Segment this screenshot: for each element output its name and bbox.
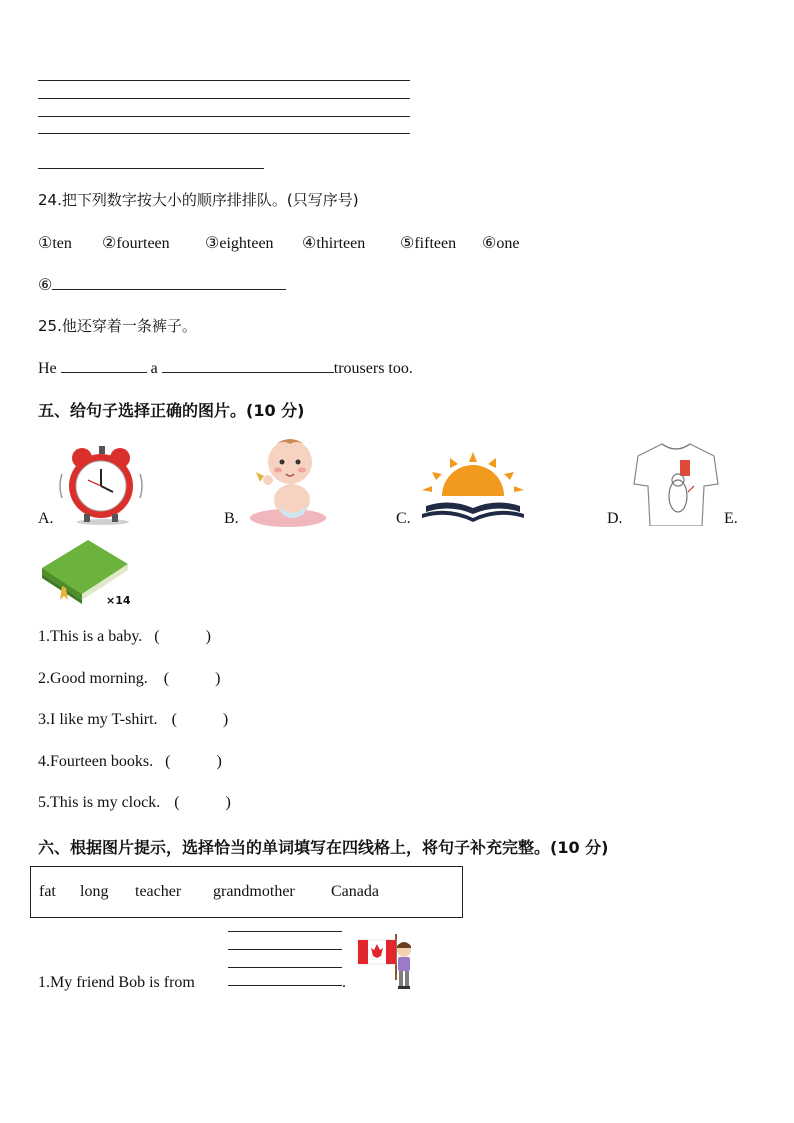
section5-heading: 五、给句子选择正确的图片。(10 分) <box>38 401 305 420</box>
answer-marker-label: ⑥ <box>38 277 53 294</box>
question-24: 24.把下列数字按大小的顺序排排队。(只写序号) <box>38 191 359 209</box>
option-thirteen: ④thirteen <box>302 235 366 252</box>
word-bank-box <box>30 866 463 918</box>
section5-item-2 <box>38 670 220 688</box>
section6-q1-text: 1.My friend Bob is from <box>38 974 195 991</box>
word-canada: Canada <box>331 883 379 900</box>
item-text: 1.This is a baby. <box>38 628 143 645</box>
item-text: 4.Fourteen books. <box>38 753 154 770</box>
four-line-grid-line <box>228 967 342 968</box>
paren-close: ) <box>222 711 229 728</box>
writing-line <box>38 98 410 99</box>
question-25: 25.他还穿着一条裤子。 <box>38 317 197 335</box>
option-eighteen: ③eighteen <box>205 235 274 252</box>
word-grandmother: grandmother <box>213 883 295 900</box>
word-long: long <box>80 883 109 900</box>
section6-heading: 六、根据图片提示，选择恰当的单词填写在四线格上，将句子补充完整。(10 分) <box>38 838 609 857</box>
four-line-grid-line <box>228 949 342 950</box>
section5-item-4 <box>38 753 222 771</box>
writing-line <box>38 133 410 134</box>
answer-blank[interactable] <box>52 274 286 290</box>
option-fifteen: ⑤fifteen <box>400 235 457 252</box>
item-text: 5.This is my clock. <box>38 794 161 811</box>
option-fourteen: ②fourteen <box>102 235 170 252</box>
book-count-label: ×14 <box>106 594 131 607</box>
option-one: ⑥one <box>482 235 520 252</box>
answer-marker <box>38 274 286 295</box>
alarm-clock-image <box>58 444 144 526</box>
writing-line <box>38 116 410 117</box>
q25-part1: He <box>38 360 57 377</box>
paren-open: ( <box>165 753 171 770</box>
q25-part3: trousers too. <box>333 360 413 377</box>
paren-open: ( <box>154 628 160 645</box>
answer-line <box>38 168 264 169</box>
t-shirt-image <box>632 440 720 526</box>
label-c: C. <box>396 510 411 527</box>
paren-close: ) <box>216 753 222 770</box>
word-teacher: teacher <box>135 883 182 900</box>
paren-close: ) <box>205 628 211 645</box>
section6-q1-period: . <box>342 974 346 991</box>
sunrise-book-image <box>420 452 526 526</box>
label-d: D. <box>607 510 623 527</box>
section5-item-5 <box>38 794 231 812</box>
item-text: 3.I like my T-shirt. <box>38 711 158 728</box>
paren-open: ( <box>174 794 180 811</box>
word-fat: fat <box>39 883 56 900</box>
section5-item-1 <box>38 628 211 646</box>
option-ten: ①ten <box>38 235 72 252</box>
q25-blank-1[interactable] <box>61 357 147 373</box>
canada-flag-boy-image <box>356 930 420 992</box>
q25-sentence <box>38 357 413 378</box>
writing-line <box>38 80 410 81</box>
baby-image <box>246 436 330 528</box>
label-b: B. <box>224 510 239 527</box>
paren-open: ( <box>171 711 177 728</box>
paren-open: ( <box>163 670 170 687</box>
section5-item-3 <box>38 711 228 729</box>
item-text: 2.Good morning. <box>38 670 148 687</box>
label-a: A. <box>38 510 54 527</box>
four-line-grid-line <box>228 931 342 932</box>
q25-blank-2[interactable] <box>162 357 334 373</box>
label-e: E. <box>724 510 738 527</box>
q25-part2: a <box>150 360 158 377</box>
paren-close: ) <box>215 670 221 687</box>
four-line-grid-line[interactable] <box>228 985 342 986</box>
paren-close: ) <box>225 794 231 811</box>
